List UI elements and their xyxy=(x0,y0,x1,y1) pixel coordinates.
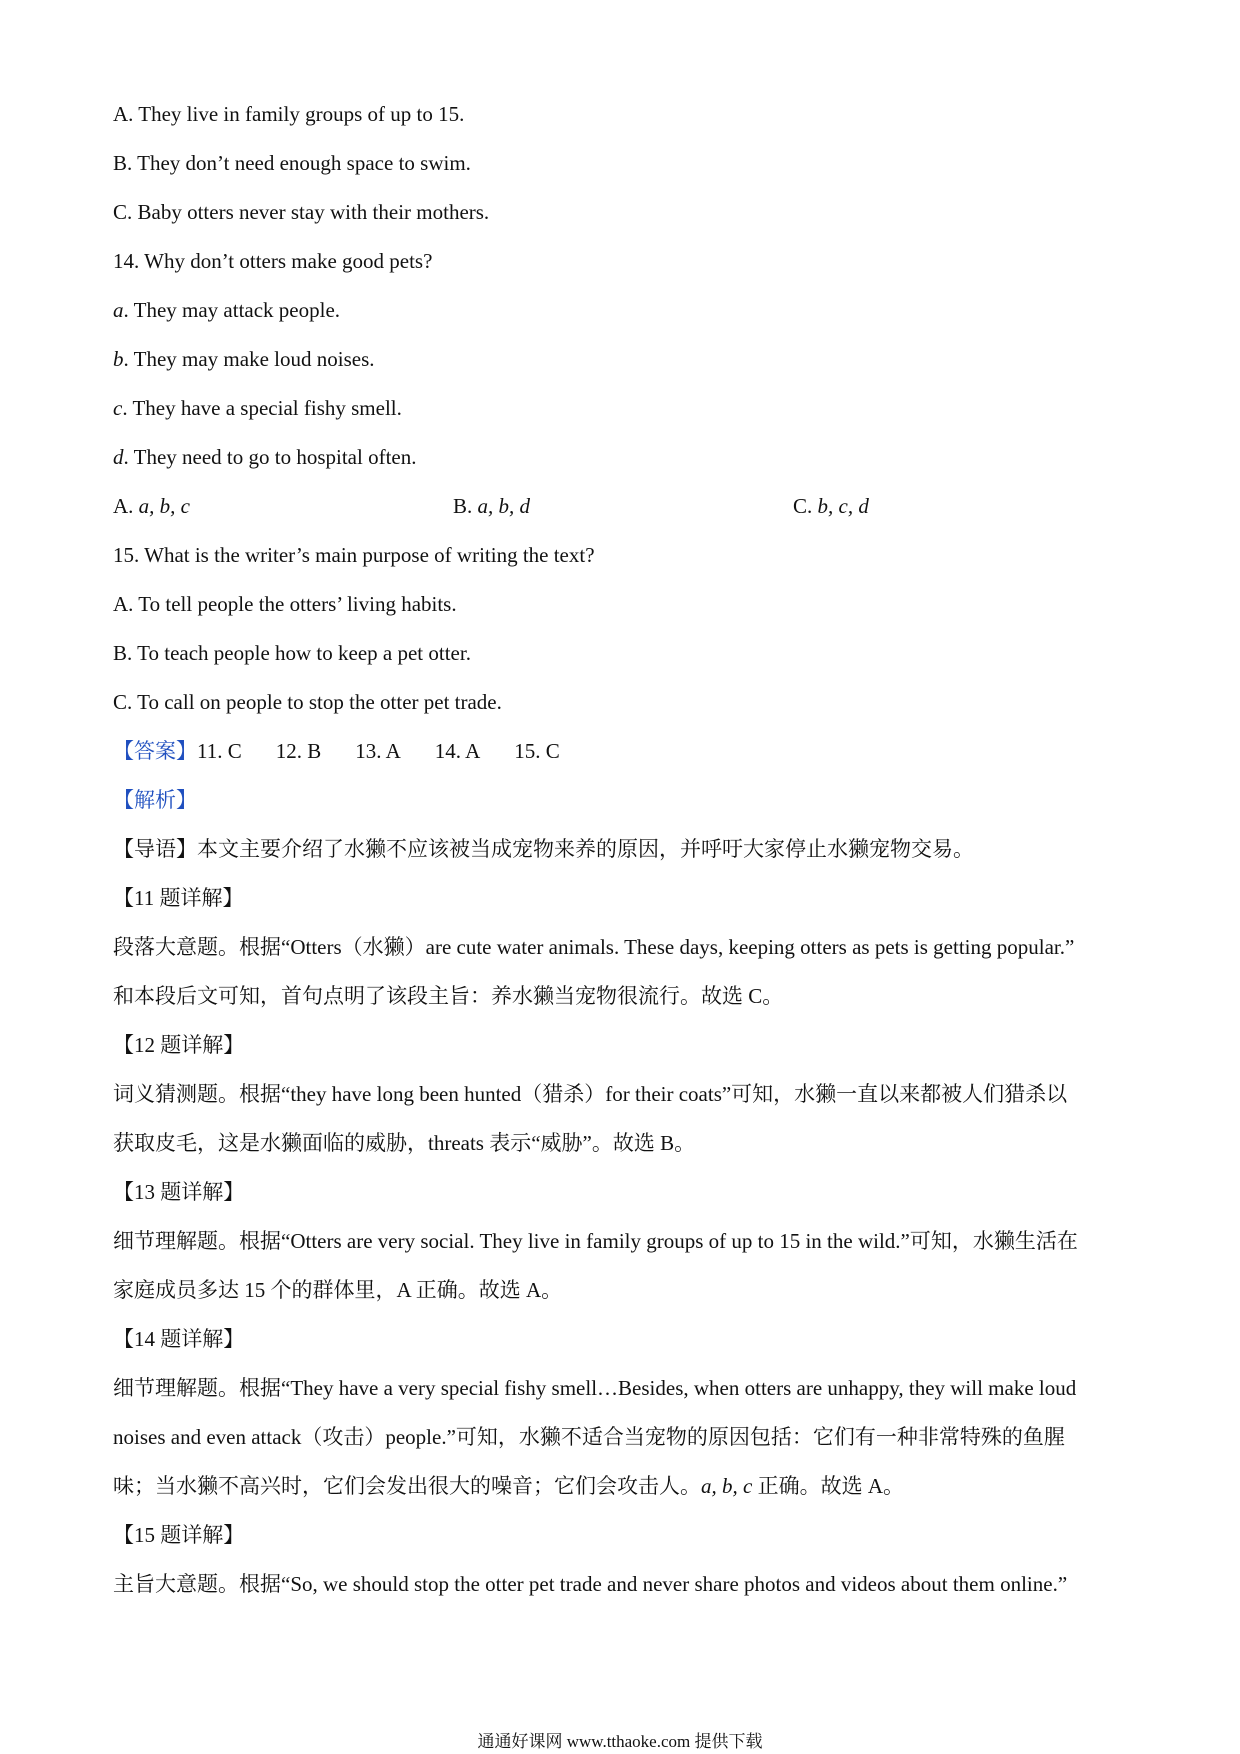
answer-label: 【答案】 xyxy=(113,739,197,763)
answer-15: 15. C xyxy=(514,739,560,763)
q14-choice-c: C. b, c, d xyxy=(793,494,869,518)
detail-14-line: noises and even attack（攻击）people.”可知，水獭不适合当宠物的原因包括：它们有一种非常特殊的鱼腥 xyxy=(113,1425,1065,1449)
q14-item-b: b. They may make loud noises. xyxy=(113,347,375,371)
detail-13-heading: 【13 题详解】 xyxy=(113,1180,245,1204)
detail-11-line: 和本段后文可知，首句点明了该段主旨：养水獭当宠物很流行。故选 C。 xyxy=(113,984,784,1008)
detail-12-line: 获取皮毛，这是水獭面临的威胁，threats 表示“威胁”。故选 B。 xyxy=(113,1131,696,1155)
answer-14: 14. A xyxy=(434,739,481,763)
detail-14-line: 细节理解题。根据“They have a very special fishy smell…Besides, when otters are unhappy, they will make loud xyxy=(113,1376,1077,1400)
q14-item-d: d. They need to go to hospital often. xyxy=(113,445,417,469)
q14-item-c: c. They have a special fishy smell. xyxy=(113,396,402,420)
detail-13-line: 家庭成员多达 15 个的群体里，A 正确。故选 A。 xyxy=(113,1278,563,1302)
detail-15-heading: 【15 题详解】 xyxy=(113,1523,245,1547)
answer-row xyxy=(113,737,1133,786)
q15-option-a: A. To tell people the otters’ living habits. xyxy=(113,592,457,616)
answer-13: 13. A xyxy=(355,739,401,763)
q13-option-b: B. They don’t need enough space to swim. xyxy=(113,151,471,175)
detail-13-line: 细节理解题。根据“Otters are very social. They live in family groups of up to 15 in the wild.”可知，水獭生活在 xyxy=(113,1229,1078,1253)
q15-option-b: B. To teach people how to keep a pet otter. xyxy=(113,641,471,665)
q14-choices xyxy=(113,492,1133,541)
q13-option-a: A. They live in family groups of up to 15. xyxy=(113,102,465,126)
detail-15-line: 主旨大意题。根据“So, we should stop the otter pet trade and never share photos and videos about them online.” xyxy=(113,1572,1068,1596)
q15-question: 15. What is the writer’s main purpose of writing the text? xyxy=(113,543,595,567)
detail-12-heading: 【12 题详解】 xyxy=(113,1033,245,1057)
detail-14-line: 味；当水獭不高兴时，它们会发出很大的噪音；它们会攻击人。a, b, c 正确。故选 A。 xyxy=(113,1474,904,1498)
detail-11-line: 段落大意题。根据“Otters（水獭）are cute water animals. These days, keeping otters as pets is getting popular.” xyxy=(113,935,1075,959)
q14-choice-a: A. a, b, c xyxy=(113,494,190,518)
q13-option-c: C. Baby otters never stay with their mothers. xyxy=(113,200,490,224)
q14-choice-b: B. a, b, d xyxy=(453,494,531,518)
answer-11: 11. C xyxy=(197,739,242,763)
detail-14-heading: 【14 题详解】 xyxy=(113,1327,245,1351)
page-content xyxy=(113,100,1133,1619)
footer-text: 通通好课网 www.tthaoke.com 提供下载 xyxy=(477,1732,763,1751)
analysis-label: 【解析】 xyxy=(113,788,197,812)
detail-12-line: 词义猜测题。根据“they have long been hunted（猎杀）for their coats”可知，水獭一直以来都被人们猎杀以 xyxy=(113,1082,1068,1106)
guide-text: 【导语】本文主要介绍了水獭不应该被当成宠物来养的原因，并呼吁大家停止水獭宠物交易。 xyxy=(113,837,974,861)
q15-option-c: C. To call on people to stop the otter pet trade. xyxy=(113,690,502,714)
q14-item-a: a. They may attack people. xyxy=(113,298,341,322)
answer-12: 12. B xyxy=(275,739,322,763)
q14-question: 14. Why don’t otters make good pets? xyxy=(113,249,433,273)
detail-11-heading: 【11 题详解】 xyxy=(113,886,244,910)
